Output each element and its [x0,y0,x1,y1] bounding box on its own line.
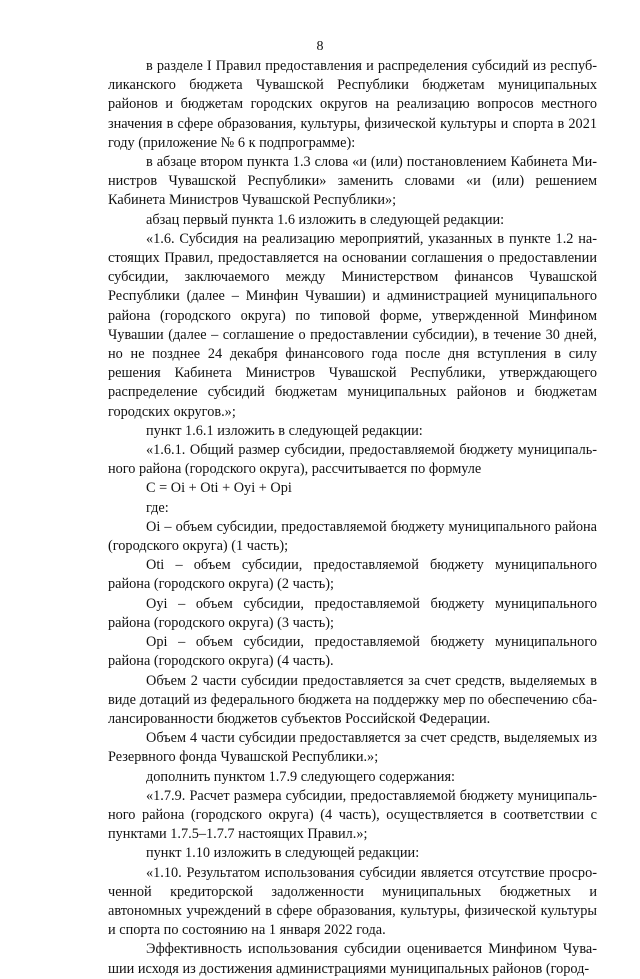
paragraph-item-1-7-9-text: «1.7.9. Расчет размера субсидии, предоставляемой бюджету муниципального района (городского округа) (4 часть), осуществляется в соответствии с пунктами 1.7.5–1.7.7 настоящих Правил.»; [108,787,597,843]
paragraph-item-1-6-heading: абзац первый пункта 1.6 изложить в следующей редакции: [146,211,505,228]
paragraph-part-4-funding: Объем 4 части субсидии предоставляется за счет средств, выделяемых из Резервного фонда Чувашской Республики.»; [108,730,597,766]
paragraph-item-1-6-text: «1.6. Субсидия на реализацию мероприятий, указанных в пункте 1.2 настоящих Правил, предоставляется на основании соглашения о предоставлении субсидии, заключаемого между Министерством финансов Чувашской Республики (далее – Минфин Чувашии) и администрацией муниципального района (городского округа) по типовой форме, утвержденной Минфином Чувашии (далее – соглашение о предоставлении субсидии), в течение 30 дней, но не позднее 24 декабря финансового года после дня вступления в силу решения Кабинета Министров Чувашской Республики, утверждающего распределение субсидий бюджетам муниципальных районов и бюджетам городских округов.»; [108,230,597,420]
paragraph-part-2-funding: Объем 2 части субсидии предоставляется за счет средств, выделяемых в виде дотаций из федерального бюджета на поддержку мер по обеспечению сбалансированности бюджетов субъектов Российской Федерации. [108,672,597,727]
paragraph-efficiency: Эффективность использования субсидии оценивается Минфином Чувашии исходя из достижения администрациями муниципальных районов (город- [108,941,597,977]
paragraph-item-1-3: в абзаце втором пункта 1.3 слова «и (или) постановлением Кабинета Министров Чувашской Республики» заменить словами «и (или) решением Кабинета Министров Чувашской Республики»; [108,154,597,209]
formula-definition-oi: Oi – объем субсидии, предоставляемой бюджету муниципального района (городского округа) (1 часть); [108,518,597,555]
formula-definition-oyi: Oyi – объем субсидии, предоставляемой бюджету муниципального района (городского округа) (3 часть); [108,595,597,631]
formula-definition-opi: Opi – объем субсидии, предоставляемой бюджету муниципального района (городского округа) (4 часть). [108,634,597,670]
paragraph-item-1-6-1-text: «1.6.1. Общий размер субсидии, предоставляемой бюджету муниципального района (городского округа), рассчитывается по формуле [108,442,597,478]
paragraph-item-1-6-1-heading: пункт 1.6.1 изложить в следующей редакции: [146,422,423,439]
page-number: 8 [316,39,324,54]
formula-definition-oti: Oti – объем субсидии, предоставляемой бюджету муниципального района (городского округа) (2 часть); [108,557,597,593]
paragraph-item-1-10-heading: пункт 1.10 изложить в следующей редакции: [146,845,420,862]
paragraph-item-1-10-text: «1.10. Результатом использования субсидии является отсутствие просроченной кредиторской задолженности муниципальных бюджетных и автономных учреждений в сфере образования, культуры, физической культуры и спорта по состоянию на 1 января 2022 года. [108,864,597,939]
formula: C = Oi + Oti + Oyi + Opi [146,480,292,497]
paragraph-item-1-7-9-heading: дополнить пунктом 1.7.9 следующего содержания: [146,768,455,785]
document-body [108,57,597,979]
formula-where: где: [146,499,169,516]
paragraph-section-1-intro: в разделе I Правил предоставления и распределения субсидий из республиканского бюджета Чувашской Республики бюджетам муниципальных районов и бюджетам городских округов на реализацию вопросов местного значения в сфере образования, культуры, физической культуры и спорта в 2021 году (приложение № 6 к подпрограмме): [108,58,597,151]
